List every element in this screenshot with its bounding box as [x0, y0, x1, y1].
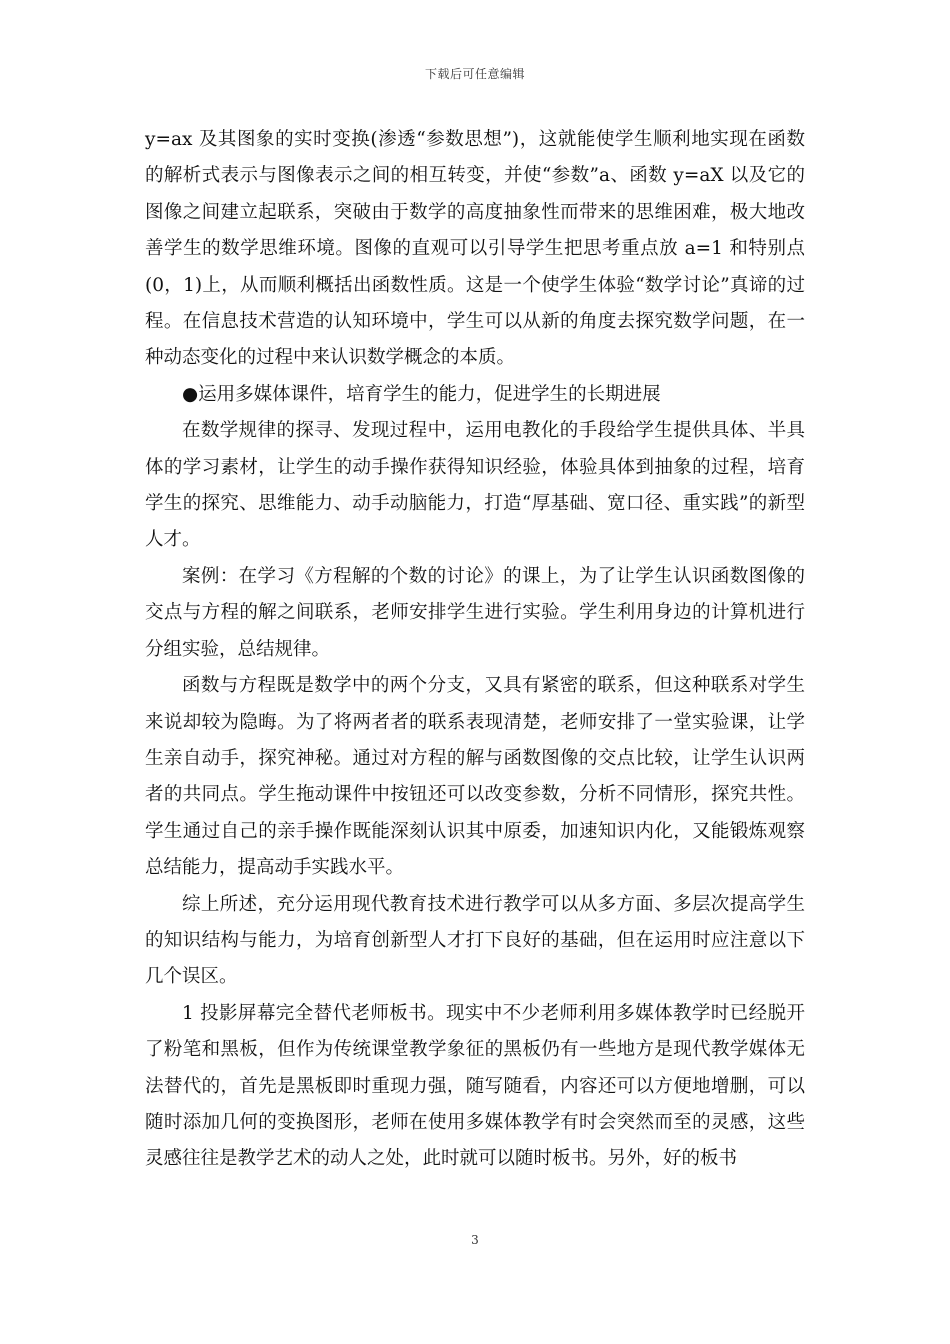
document-body: [145, 122, 805, 1178]
paragraph-1: y=ax 及其图象的实时变换(渗透“参数思想”)，这就能使学生顺利地实现在函数的解析式表示与图像表示之间的相互转变，并使“参数”a、函数 y=aX 以及它的图像之间建立起联系，突破由于数学的高度抽象性而带来的思维困难，极大地改善学生的数学思维环境。图像的直观可以引导学生把思考重点放 a=1 和特别点(0，1)上，从而顺利概括出函数性质。这是一个使学生体验“数学讨论”真谛的过程。在信息技术营造的认知环境中，学生可以从新的角度去探究数学问题，在一种动态变化的过程中来认识数学概念的本质。: [145, 129, 805, 369]
paragraph-6-summary: 综上所述，充分运用现代教育技术进行教学可以从多方面、多层次提高学生的知识结构与能力，为培育创新型人才打下良好的基础，但在运用时应注意以下几个误区。: [145, 893, 805, 988]
paragraph-2-bullet-heading: ●运用多媒体课件，培育学生的能力，促进学生的长期进展: [182, 383, 661, 405]
paragraph-7-pitfall-1: 1 投影屏幕完全替代老师板书。现实中不少老师利用多媒体教学时已经脱开了粉笔和黑板，但作为传统课堂教学象征的黑板仍有一些地方是现代教学媒体无法替代的，首先是黑板即时重现力强，随写随看，内容还可以方便地增删，可以随时添加几何的变换图形，老师在使用多媒体教学有时会突然而至的灵感，这些灵感往往是教学艺术的动人之处，此时就可以随时板书。另外，好的板书: [145, 1002, 805, 1170]
paragraph-3: 在数学规律的探寻、发现过程中，运用电教化的手段给学生提供具体、半具体的学习素材，让学生的动手操作获得知识经验，体验具体到抽象的过程，培育学生的探究、思维能力、动手动脑能力，打造“厚基础、宽口径、重实践”的新型人才。: [145, 420, 805, 551]
page-header: 下载后可任意编辑: [424, 67, 525, 81]
page-number: 3: [471, 1233, 479, 1247]
paragraph-4-case: 案例：在学习《方程解的个数的讨论》的课上，为了让学生认识函数图像的交点与方程的解之间联系，老师安排学生进行实验。学生利用身边的计算机进行分组实验，总结规律。: [145, 565, 805, 660]
paragraph-5: 函数与方程既是数学中的两个分支，又具有紧密的联系，但这种联系对学生来说却较为隐晦。为了将两者者的联系表现清楚，老师安排了一堂实验课，让学生亲自动手，探究神秘。通过对方程的解与函数图像的交点比较，让学生认识两者的共同点。学生拖动课件中按钮还可以改变参数，分析不同情形，探究共性。学生通过自己的亲手操作既能深刻认识其中原委，加速知识内化，又能锻炼观察总结能力，提高动手实践水平。: [145, 675, 805, 879]
